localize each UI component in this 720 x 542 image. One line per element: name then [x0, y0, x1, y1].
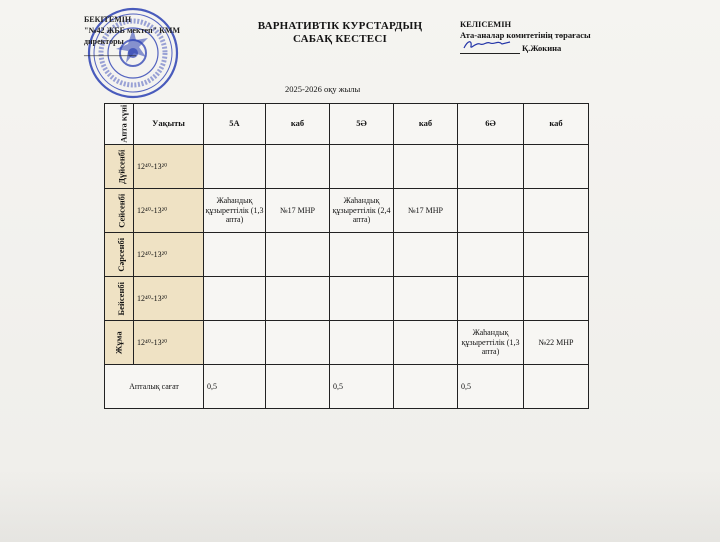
- time-cell: 12⁴⁰-13²⁰: [134, 233, 204, 277]
- corner-label: Апта күні: [118, 104, 129, 144]
- weekly-hours-value: 0,5: [330, 365, 394, 409]
- table-row: [105, 145, 589, 189]
- approval-block: [84, 14, 180, 58]
- time-cell: 12⁴⁰-13²⁰: [134, 321, 204, 365]
- table-cell: [266, 321, 330, 365]
- day-label: Дүйсенбі: [116, 149, 127, 184]
- table-cell: Жаһандық құзыреттілік (1,3 апта): [458, 321, 524, 365]
- table-row: [105, 233, 589, 277]
- signature-underline: [460, 44, 520, 54]
- table-cell: [266, 277, 330, 321]
- day-label: Сейсенбі: [116, 193, 127, 228]
- day-cell: [105, 233, 134, 277]
- table-cell: [330, 145, 394, 189]
- table-cell: №17 МНР: [394, 189, 458, 233]
- table-row: [105, 321, 589, 365]
- table-cell: [394, 233, 458, 277]
- weekly-hours-value: [394, 365, 458, 409]
- table-cell: [204, 321, 266, 365]
- approve-line-3: директоры: [84, 37, 124, 46]
- table-cell: [330, 321, 394, 365]
- table-cell: №22 МНР: [524, 321, 589, 365]
- table-cell: [458, 233, 524, 277]
- signature-line: [460, 43, 591, 54]
- day-label: Сәрсенбі: [116, 237, 127, 272]
- academic-year: 2025-2026 оқу жылы: [285, 84, 361, 94]
- table-cell: [330, 233, 394, 277]
- day-cell: [105, 277, 134, 321]
- column-header-room: каб: [394, 104, 458, 145]
- day-label: Жұма: [113, 331, 124, 354]
- table-cell: [394, 277, 458, 321]
- table-cell: [204, 145, 266, 189]
- time-cell: 12⁴⁰-13²⁰: [134, 145, 204, 189]
- table-cell: [330, 277, 394, 321]
- column-header-6ae: 6Ә: [458, 104, 524, 145]
- header-row: [105, 104, 589, 145]
- time-cell: 12⁴⁰-13²⁰: [134, 277, 204, 321]
- column-header-room: каб: [524, 104, 589, 145]
- table-cell: [458, 145, 524, 189]
- agree-name: Қ.Жокина: [522, 43, 562, 53]
- document-title: [240, 20, 440, 46]
- table-row: [105, 277, 589, 321]
- schedule-table: [104, 103, 589, 409]
- weekly-hours-value: [266, 365, 330, 409]
- table-cell: [524, 189, 589, 233]
- table-cell: [458, 189, 524, 233]
- title-line-1: ВАРНАТИВТІК КУРСТАРДЫҢ: [257, 20, 423, 32]
- paper-shadow: [0, 470, 720, 542]
- agree-title: КЕЛІСЕМІН: [460, 19, 512, 29]
- table-cell: [204, 233, 266, 277]
- table-cell: [524, 233, 589, 277]
- weekly-hours-value: 0,5: [458, 365, 524, 409]
- column-header-room: каб: [266, 104, 330, 145]
- table-cell: [204, 277, 266, 321]
- column-header-time: Уақыты: [134, 104, 204, 145]
- day-label: Бейсенбі: [115, 281, 126, 316]
- table-cell: [394, 321, 458, 365]
- weekly-hours-label: Апталық сағат: [105, 365, 204, 409]
- column-header-5ae: 5Ә: [330, 104, 394, 145]
- approve-line-4: _____________: [84, 48, 136, 57]
- corner-header: [105, 104, 134, 145]
- table-cell: №17 МНР: [266, 189, 330, 233]
- day-cell: [105, 321, 134, 365]
- day-cell: [105, 189, 134, 233]
- approve-line-1: БЕКІТЕМІН: [84, 15, 132, 24]
- weekly-hours-value: [524, 365, 589, 409]
- table-cell: [266, 233, 330, 277]
- time-cell: 12⁴⁰-13²⁰: [134, 189, 204, 233]
- table-row: [105, 189, 589, 233]
- agreement-block: [460, 19, 591, 54]
- weekly-hours-row: [105, 365, 589, 409]
- weekly-hours-value: 0,5: [204, 365, 266, 409]
- table-cell: Жаһандық құзыреттілік (1,3 апта): [204, 189, 266, 233]
- table-cell: Жаһандық құзыреттілік (2,4 апта): [330, 189, 394, 233]
- handwritten-signature: [462, 38, 518, 52]
- table-cell: [524, 277, 589, 321]
- agree-role: Ата-аналар комитетінің төрағасы: [460, 30, 591, 40]
- table-cell: [266, 145, 330, 189]
- day-cell: [105, 145, 134, 189]
- approve-line-2: "№42 ЖББ мектеп" КММ: [84, 26, 181, 35]
- column-header-5a: 5А: [204, 104, 266, 145]
- title-line-2: САБАҚ КЕСТЕСІ: [293, 33, 387, 45]
- table-cell: [458, 277, 524, 321]
- table-cell: [394, 145, 458, 189]
- table-cell: [524, 145, 589, 189]
